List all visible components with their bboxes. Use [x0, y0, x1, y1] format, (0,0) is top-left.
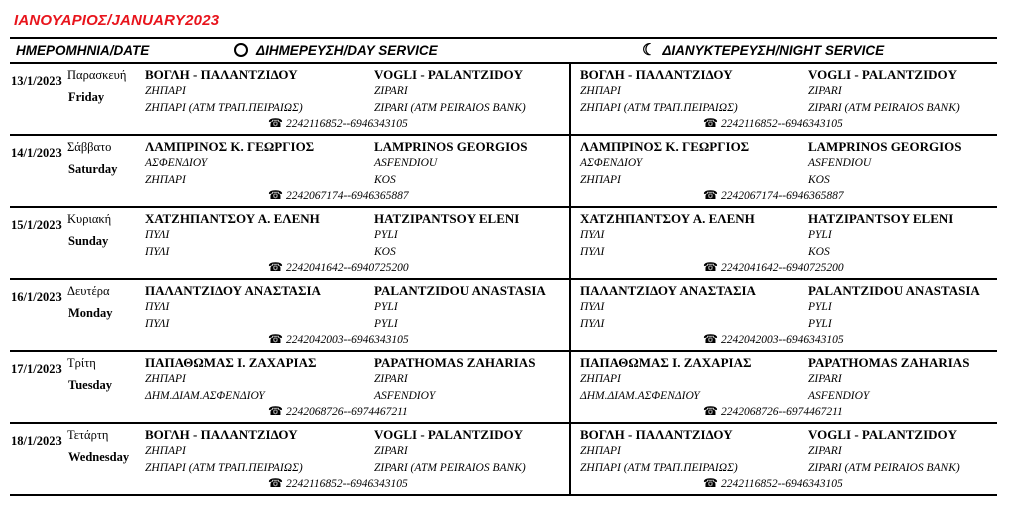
phone-number[interactable]: 2242068726--6974467211	[720, 406, 843, 418]
pharmacy-name-greek: ΒΟΓΛΗ - ΠΑΛΑΝΤΖΙΔΟΥ	[580, 427, 733, 442]
pharmacy-name-english: HATZIPANTSOY ELENI	[808, 211, 954, 226]
address-greek-line-1: ΠΥΛΙ	[580, 229, 605, 241]
day-phone	[268, 260, 409, 275]
address-english-line-2: ASFENDIOY	[808, 390, 870, 402]
pharmacy-name-greek: ΠΑΠΑΘΩΜΑΣ Ι. ΖΑΧΑΡΙΑΣ	[145, 355, 317, 370]
day-pharmacy-greek	[145, 426, 303, 477]
night-pharmacy-greek	[580, 66, 738, 117]
night-service-header	[642, 40, 884, 62]
row-date: 17/1/2023	[11, 362, 62, 376]
telephone-icon: ☎	[268, 476, 283, 490]
address-greek-line-1: ΠΥΛΙ	[580, 301, 605, 313]
top-rule	[10, 37, 997, 39]
pharmacy-name-greek: ΒΟΓΛΗ - ΠΑΛΑΝΤΖΙΔΟΥ	[580, 67, 733, 82]
column-divider	[569, 280, 571, 350]
address-greek-line-2: ΖΗΠΑΡΙ (ΑΤΜ ΤΡΑΠ.ΠΕΙΡΑΙΩΣ)	[145, 102, 303, 114]
night-pharmacy-english	[808, 354, 969, 405]
day-service-header	[234, 40, 438, 62]
day-pharmacy-english	[374, 66, 526, 117]
night-phone	[703, 260, 844, 275]
address-english-line-1: ZIPARI	[808, 445, 842, 457]
day-pharmacy-greek	[145, 138, 314, 189]
address-english-line-1: PYLI	[808, 301, 832, 313]
address-english-line-1: ZIPARI	[374, 445, 408, 457]
pharmacy-name-english: VOGLI - PALANTZIDOY	[808, 67, 958, 82]
address-greek-line-1: ΑΣΦΕΝΔΙΟΥ	[145, 157, 208, 169]
date-column-header: ΗΜΕΡΟΜΗΝΙΑ/DATE	[16, 43, 150, 58]
day-phone	[268, 404, 408, 419]
address-english-line-1: ZIPARI	[808, 85, 842, 97]
telephone-icon: ☎	[268, 116, 283, 130]
address-greek-line-2: ΠΥΛΙ	[145, 318, 170, 330]
row-day-english: Wednesday	[68, 450, 130, 464]
pharmacy-name-english: VOGLI - PALANTZIDOY	[374, 67, 524, 82]
address-english-line-1: PYLI	[808, 229, 832, 241]
night-pharmacy-greek	[580, 426, 738, 477]
telephone-icon: ☎	[703, 332, 718, 346]
address-greek-line-2: ΖΗΠΑΡΙ (ΑΤΜ ΤΡΑΠ.ΠΕΙΡΑΙΩΣ)	[580, 102, 738, 114]
column-divider	[569, 136, 571, 206]
night-phone	[703, 188, 844, 203]
row-day-greek: Κυριακή	[67, 212, 112, 226]
phone-number[interactable]: 2242116852--6946343105	[720, 478, 843, 490]
night-pharmacy-greek	[580, 138, 749, 189]
address-english-line-2: KOS	[808, 246, 830, 258]
pharmacy-name-english: LAMPRINOS GEORGIOS	[808, 139, 962, 154]
pharmacy-name-greek: ΧΑΤΖΗΠΑΝΤΣΟΥ Α. ΕΛΕΝΗ	[145, 211, 320, 226]
phone-number[interactable]: 2242067174--6946365887	[720, 190, 844, 202]
address-greek-line-2: ΠΥΛΙ	[580, 246, 605, 258]
pharmacy-name-english: PAPATHOMAS ZAHARIAS	[808, 355, 970, 370]
column-divider	[569, 64, 571, 134]
row-day-greek: Παρασκευή	[67, 68, 127, 82]
pharmacy-name-greek: ΠΑΠΑΘΩΜΑΣ Ι. ΖΑΧΑΡΙΑΣ	[580, 355, 752, 370]
address-english-line-2: PYLI	[808, 318, 832, 330]
address-english-line-2: KOS	[374, 246, 396, 258]
address-greek-line-1: ΠΥΛΙ	[145, 229, 170, 241]
day-pharmacy-greek	[145, 354, 316, 405]
pharmacy-name-greek: ΛΑΜΠΡΙΝΟΣ Κ. ΓΕΩΡΓΙΟΣ	[145, 139, 315, 154]
telephone-icon: ☎	[703, 116, 718, 130]
phone-number[interactable]: 2242067174--6946365887	[285, 190, 409, 202]
day-pharmacy-english	[374, 138, 528, 189]
night-service-label: ΔΙΑΝΥΚΤΕΡΕΥΣΗ/NIGHT SERVICE	[662, 43, 885, 58]
address-greek-line-1: ΑΣΦΕΝΔΙΟΥ	[580, 157, 643, 169]
address-greek-line-2: ΖΗΠΑΡΙ	[145, 174, 186, 186]
phone-number[interactable]: 2242042003--6946343105	[285, 334, 409, 346]
pharmacy-name-english: VOGLI - PALANTZIDOY	[808, 427, 958, 442]
address-english-line-2: ZIPARI (ATM PEIRAIOS BANK)	[374, 462, 526, 474]
address-english-line-1: ZIPARI	[808, 373, 842, 385]
address-greek-line-1: ΠΥΛΙ	[145, 301, 170, 313]
address-greek-line-2: ΔΗΜ.ΔΙΑΜ.ΑΣΦΕΝΔΙΟΥ	[580, 390, 700, 402]
row-day-english: Friday	[68, 90, 105, 104]
pharmacy-name-greek: ΠΑΛΑΝΤΖΙΔΟΥ ΑΝΑΣΤΑΣΙΑ	[145, 283, 321, 298]
address-english-line-1: ASFENDIOU	[808, 157, 872, 169]
address-english-line-1: ZIPARI	[374, 85, 408, 97]
pharmacy-name-greek: ΒΟΓΛΗ - ΠΑΛΑΝΤΖΙΔΟΥ	[145, 67, 298, 82]
address-greek-line-1: ΖΗΠΑΡΙ	[580, 373, 621, 385]
day-phone	[268, 476, 408, 491]
row-day-greek: Τετάρτη	[67, 428, 109, 442]
telephone-icon: ☎	[703, 404, 718, 418]
address-greek-line-2: ΖΗΠΑΡΙ (ΑΤΜ ΤΡΑΠ.ΠΕΙΡΑΙΩΣ)	[580, 462, 738, 474]
telephone-icon: ☎	[268, 260, 283, 274]
phone-number[interactable]: 2242041642--6940725200	[720, 262, 844, 274]
row-date: 18/1/2023	[11, 434, 62, 448]
address-greek-line-1: ΖΗΠΑΡΙ	[580, 445, 621, 457]
address-greek-line-2: ΔΗΜ.ΔΙΑΜ.ΑΣΦΕΝΔΙΟΥ	[145, 390, 265, 402]
phone-number[interactable]: 2242041642--6940725200	[285, 262, 409, 274]
phone-number[interactable]: 2242116852--6946343105	[720, 118, 843, 130]
telephone-icon: ☎	[268, 332, 283, 346]
pharmacy-name-english: PALANTZIDOU ANASTASIA	[374, 283, 546, 298]
row-day-greek: Σάββατο	[67, 140, 112, 154]
night-pharmacy-english	[808, 210, 953, 261]
address-greek-line-2: ΖΗΠΑΡΙ	[580, 174, 621, 186]
phone-number[interactable]: 2242042003--6946343105	[720, 334, 844, 346]
column-divider	[569, 352, 571, 422]
pharmacy-name-english: PAPATHOMAS ZAHARIAS	[374, 355, 536, 370]
night-phone	[703, 116, 843, 131]
address-greek-line-2: ΠΥΛΙ	[580, 318, 605, 330]
table-row	[10, 208, 997, 280]
address-greek-line-1: ΖΗΠΑΡΙ	[580, 85, 621, 97]
day-pharmacy-english	[374, 282, 546, 333]
column-divider	[569, 424, 571, 494]
day-phone	[268, 188, 409, 203]
day-pharmacy-greek	[145, 282, 321, 333]
day-pharmacy-english	[374, 210, 519, 261]
sun-icon	[234, 43, 248, 57]
pharmacy-name-english: HATZIPANTSOY ELENI	[374, 211, 520, 226]
table-row	[10, 424, 997, 496]
day-service-label: ΔΙΗΜΕΡΕΥΣΗ/DAY SERVICE	[256, 43, 438, 58]
address-english-line-2: PYLI	[374, 318, 398, 330]
pharmacy-name-greek: ΒΟΓΛΗ - ΠΑΛΑΝΤΖΙΔΟΥ	[145, 427, 298, 442]
row-date: 13/1/2023	[11, 74, 62, 88]
address-english-line-1: ASFENDIOU	[374, 157, 438, 169]
address-english-line-1: ZIPARI	[374, 373, 408, 385]
row-date: 15/1/2023	[11, 218, 62, 232]
row-day-english: Tuesday	[68, 378, 113, 392]
address-english-line-1: PYLI	[374, 301, 398, 313]
night-pharmacy-greek	[580, 354, 751, 405]
table-row	[10, 136, 997, 208]
table-row	[10, 352, 997, 424]
address-greek-line-2: ΠΥΛΙ	[145, 246, 170, 258]
address-greek-line-1: ΖΗΠΑΡΙ	[145, 373, 186, 385]
day-pharmacy-greek	[145, 66, 303, 117]
address-english-line-2: KOS	[808, 174, 830, 186]
pharmacy-name-english: PALANTZIDOU ANASTASIA	[808, 283, 980, 298]
row-day-greek: Δευτέρα	[67, 284, 110, 298]
telephone-icon: ☎	[268, 188, 283, 202]
day-phone	[268, 116, 408, 131]
address-greek-line-2: ΖΗΠΑΡΙ (ΑΤΜ ΤΡΑΠ.ΠΕΙΡΑΙΩΣ)	[145, 462, 303, 474]
night-pharmacy-english	[808, 138, 962, 189]
address-english-line-2: KOS	[374, 174, 396, 186]
moon-icon: ☾	[642, 42, 657, 59]
day-phone	[268, 332, 409, 347]
address-english-line-2: ZIPARI (ATM PEIRAIOS BANK)	[808, 102, 960, 114]
night-pharmacy-greek	[580, 210, 755, 261]
pharmacy-name-english: VOGLI - PALANTZIDOY	[374, 427, 524, 442]
phone-number[interactable]: 2242068726--6974467211	[285, 406, 408, 418]
night-pharmacy-greek	[580, 282, 756, 333]
day-pharmacy-greek	[145, 210, 320, 261]
row-day-greek: Τρίτη	[67, 356, 96, 370]
pharmacy-name-english: LAMPRINOS GEORGIOS	[374, 139, 528, 154]
pharmacy-name-greek: ΛΑΜΠΡΙΝΟΣ Κ. ΓΕΩΡΓΙΟΣ	[580, 139, 750, 154]
address-english-line-2: ASFENDIOY	[374, 390, 436, 402]
row-date: 16/1/2023	[11, 290, 62, 304]
table-row	[10, 280, 997, 352]
telephone-icon: ☎	[703, 260, 718, 274]
row-rule	[10, 494, 997, 496]
day-pharmacy-english	[374, 426, 526, 477]
night-pharmacy-english	[808, 66, 960, 117]
night-pharmacy-english	[808, 282, 980, 333]
night-phone	[703, 476, 843, 491]
phone-number[interactable]: 2242116852--6946343105	[285, 478, 408, 490]
page-title: ΙΑΝΟΥΑΡΙΟΣ/JANUARY2023	[14, 12, 220, 29]
pharmacy-name-greek: ΧΑΤΖΗΠΑΝΤΣΟΥ Α. ΕΛΕΝΗ	[580, 211, 755, 226]
table-row	[10, 64, 997, 136]
night-phone	[703, 404, 843, 419]
night-pharmacy-english	[808, 426, 960, 477]
phone-number[interactable]: 2242116852--6946343105	[285, 118, 408, 130]
day-pharmacy-english	[374, 354, 535, 405]
pharmacy-name-greek: ΠΑΛΑΝΤΖΙΔΟΥ ΑΝΑΣΤΑΣΙΑ	[580, 283, 756, 298]
telephone-icon: ☎	[268, 404, 283, 418]
address-english-line-2: ZIPARI (ATM PEIRAIOS BANK)	[808, 462, 960, 474]
row-day-english: Saturday	[68, 162, 118, 176]
address-english-line-2: ZIPARI (ATM PEIRAIOS BANK)	[374, 102, 526, 114]
address-greek-line-1: ΖΗΠΑΡΙ	[145, 85, 186, 97]
telephone-icon: ☎	[703, 188, 718, 202]
row-day-english: Sunday	[68, 234, 109, 248]
night-phone	[703, 332, 844, 347]
row-date: 14/1/2023	[11, 146, 62, 160]
column-divider	[569, 208, 571, 278]
address-greek-line-1: ΖΗΠΑΡΙ	[145, 445, 186, 457]
address-english-line-1: PYLI	[374, 229, 398, 241]
row-day-english: Monday	[68, 306, 113, 320]
telephone-icon: ☎	[703, 476, 718, 490]
